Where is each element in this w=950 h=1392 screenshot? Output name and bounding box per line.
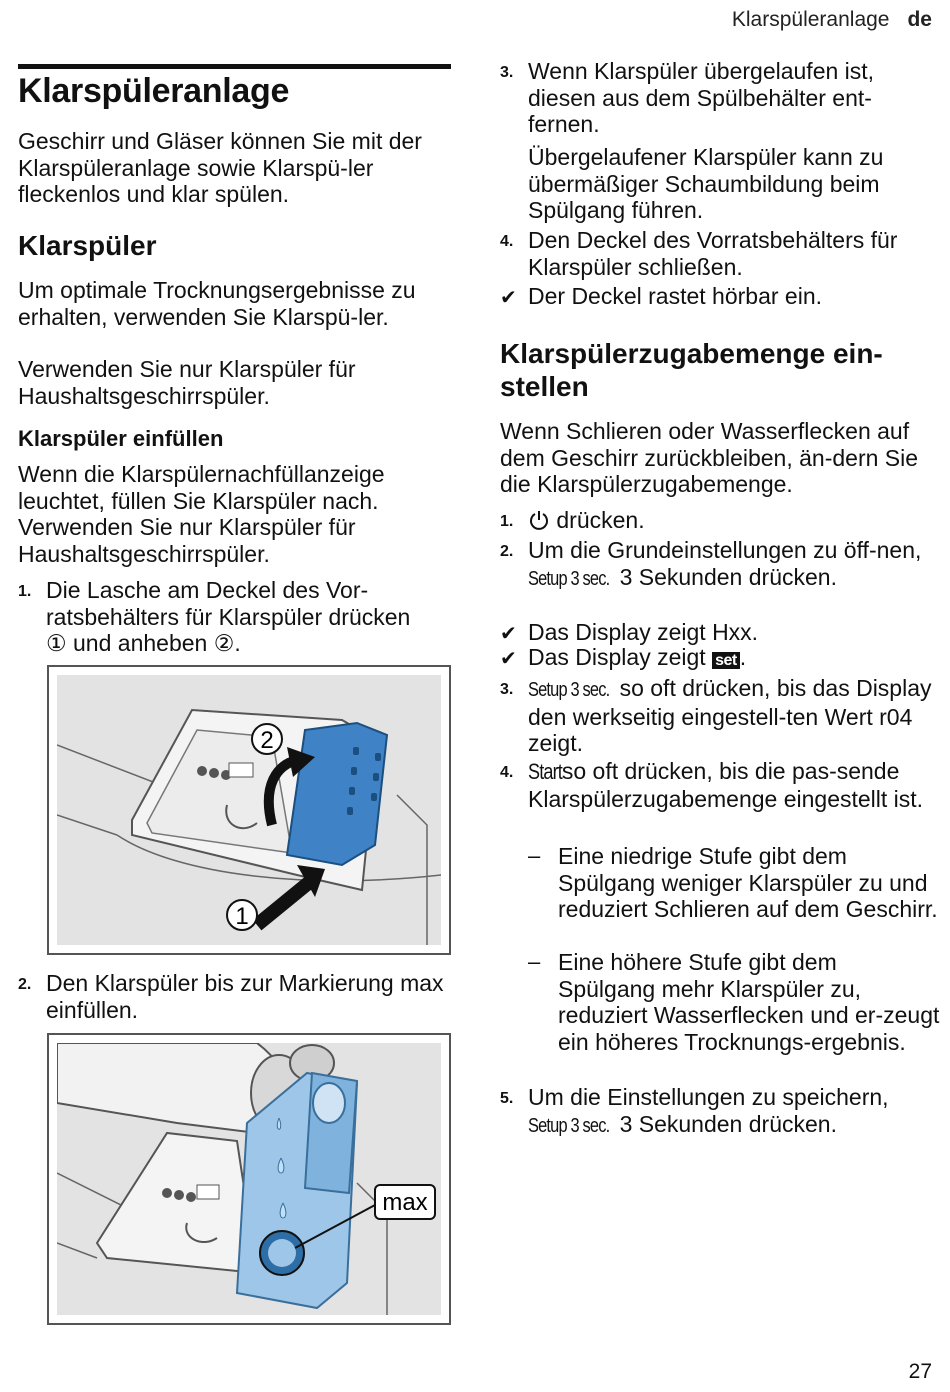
filling-illustration [57,1043,441,1315]
dash-text: Eine höhere Stufe gibt dem Spülgang mehr Klarspüler zu, reduziert Wasserflecken und er-zeugt ein höheres Trocknungs-ergebnis. [558,949,940,1055]
check-icon: ✔ [500,648,517,670]
setting-step-4 [500,758,940,812]
result-text: Der Deckel rastet hörbar ein. [528,283,823,309]
display-set-label: set [712,652,740,669]
figure-label-max: max [382,1189,428,1216]
step-number: 2. [500,543,514,560]
dash-item-2 [528,949,940,1055]
setting-step-3 [500,675,940,757]
heading-zugabemenge: Klarspülerzugabemenge ein-stellen [500,338,883,402]
dash-mark: – [528,843,541,868]
setting-step-2 [500,537,940,592]
step-number: 2. [18,976,32,993]
result-3: ✔ Das Display zeigt set . [500,644,940,675]
intro-paragraph: Geschirr und Gläser können Sie mit der Klarspüleranlage sowie Klarspü-ler fleckenlos und klar spülen. [18,128,422,207]
figure-open-lid [47,665,451,955]
step-text: Die Lasche am Deckel des Vor-ratsbehälters für Klarspüler drücken ① und anheben ②. [46,577,411,656]
step-number: 3. [500,681,514,698]
setting-step-1 [500,507,940,534]
step-2 [18,970,448,1023]
step-number: 4. [500,233,514,250]
heading-einfuellen: Klarspüler einfüllen [18,426,224,451]
result-2 [500,619,940,646]
heading-klarspueler: Klarspüler [18,230,157,261]
dash-text: Eine niedrige Stufe gibt dem Spülgang weniger Klarspüler zu und reduziert Schlieren auf dem Geschirr. [558,843,938,922]
step-text: Wenn Klarspüler übergelaufen ist, diesen aus dem Spülbehälter ent-fernen. [528,58,875,137]
einfuellen-paragraph-2: Verwenden Sie nur Klarspüler für Haushaltsgeschirrspüler. [18,514,356,567]
step-text: so oft drücken, bis das Display den werkseitig eingestell-ten Wert r04 zeigt. [528,675,932,756]
step-text-post: 3 Sekunden drücken. [619,1110,837,1137]
setting-step-5 [500,1084,940,1139]
running-header [732,8,932,32]
check-icon: ✔ [500,623,517,645]
setup-button-label: Setup 3 sec. [528,1114,610,1137]
step-number: 1. [500,513,514,530]
dash-mark: – [528,949,541,974]
check-icon: ✔ [500,287,517,309]
result-text: Das Display zeigt Hxx. [528,619,759,645]
step-text: Den Deckel des Vorratsbehälters für Klarspüler schließen. [528,227,898,280]
header-lang: de [907,8,932,31]
step-text: Den Klarspüler bis zur Markierung max einfüllen. [46,970,444,1023]
power-icon [528,509,550,531]
step-number: 4. [500,764,514,781]
step-text-pre: Um die Grundeinstellungen zu öff-nen, [528,537,922,563]
page-title: Klarspüleranlage [18,72,290,110]
result-text: Das Display zeigt [528,644,706,670]
einfuellen-paragraph-1: Wenn die Klarspülernachfüllanzeige leuchtet, füllen Sie Klarspüler nach. [18,461,385,514]
step-text: drücken. [556,507,645,533]
step-text-post: 3 Sekunden drücken. [619,563,837,590]
title-rule [18,64,451,69]
figure-label-2: 2 [260,727,274,754]
figure-fill-rinse-aid [47,1033,451,1325]
klarspueler-paragraph-1: Um optimale Trocknungsergebnisse zu erhalten, verwenden Sie Klarspü-ler. [18,277,416,330]
step-number: 1. [18,583,32,600]
setup-button-label: Setup 3 sec. [528,567,610,590]
step-text: so oft drücken, bis die pas-sende Klarspülerzugabemenge eingestellt ist. [528,758,924,812]
result-1 [500,283,940,310]
setup-button-label: Setup 3 sec. [528,679,610,701]
start-button-label: Start [528,759,563,784]
step-1 [18,577,428,657]
page-number: 27 [908,1360,932,1383]
dispenser-lid-illustration [57,675,441,945]
dash-item-1 [528,843,940,923]
header-section: Klarspüleranlage [731,8,890,31]
step-3-note: Übergelaufener Klarspüler kann zu übermäßiger Schaumbildung beim Spülgang führen. [528,144,884,223]
step-number: 3. [500,64,514,81]
zugabe-paragraph: Wenn Schlieren oder Wasserflecken auf dem Geschirr zurückbleiben, än-dern Sie die Klarspülerzugabemenge. [500,418,919,497]
step-text-pre: Um die Einstellungen zu speichern, [528,1084,889,1110]
step-3 [500,58,940,138]
step-number: 5. [500,1090,514,1107]
figure-label-1: 1 [235,903,249,930]
klarspueler-paragraph-2: Verwenden Sie nur Klarspüler für Haushaltsgeschirrspüler. [18,356,356,409]
step-4 [500,227,940,280]
